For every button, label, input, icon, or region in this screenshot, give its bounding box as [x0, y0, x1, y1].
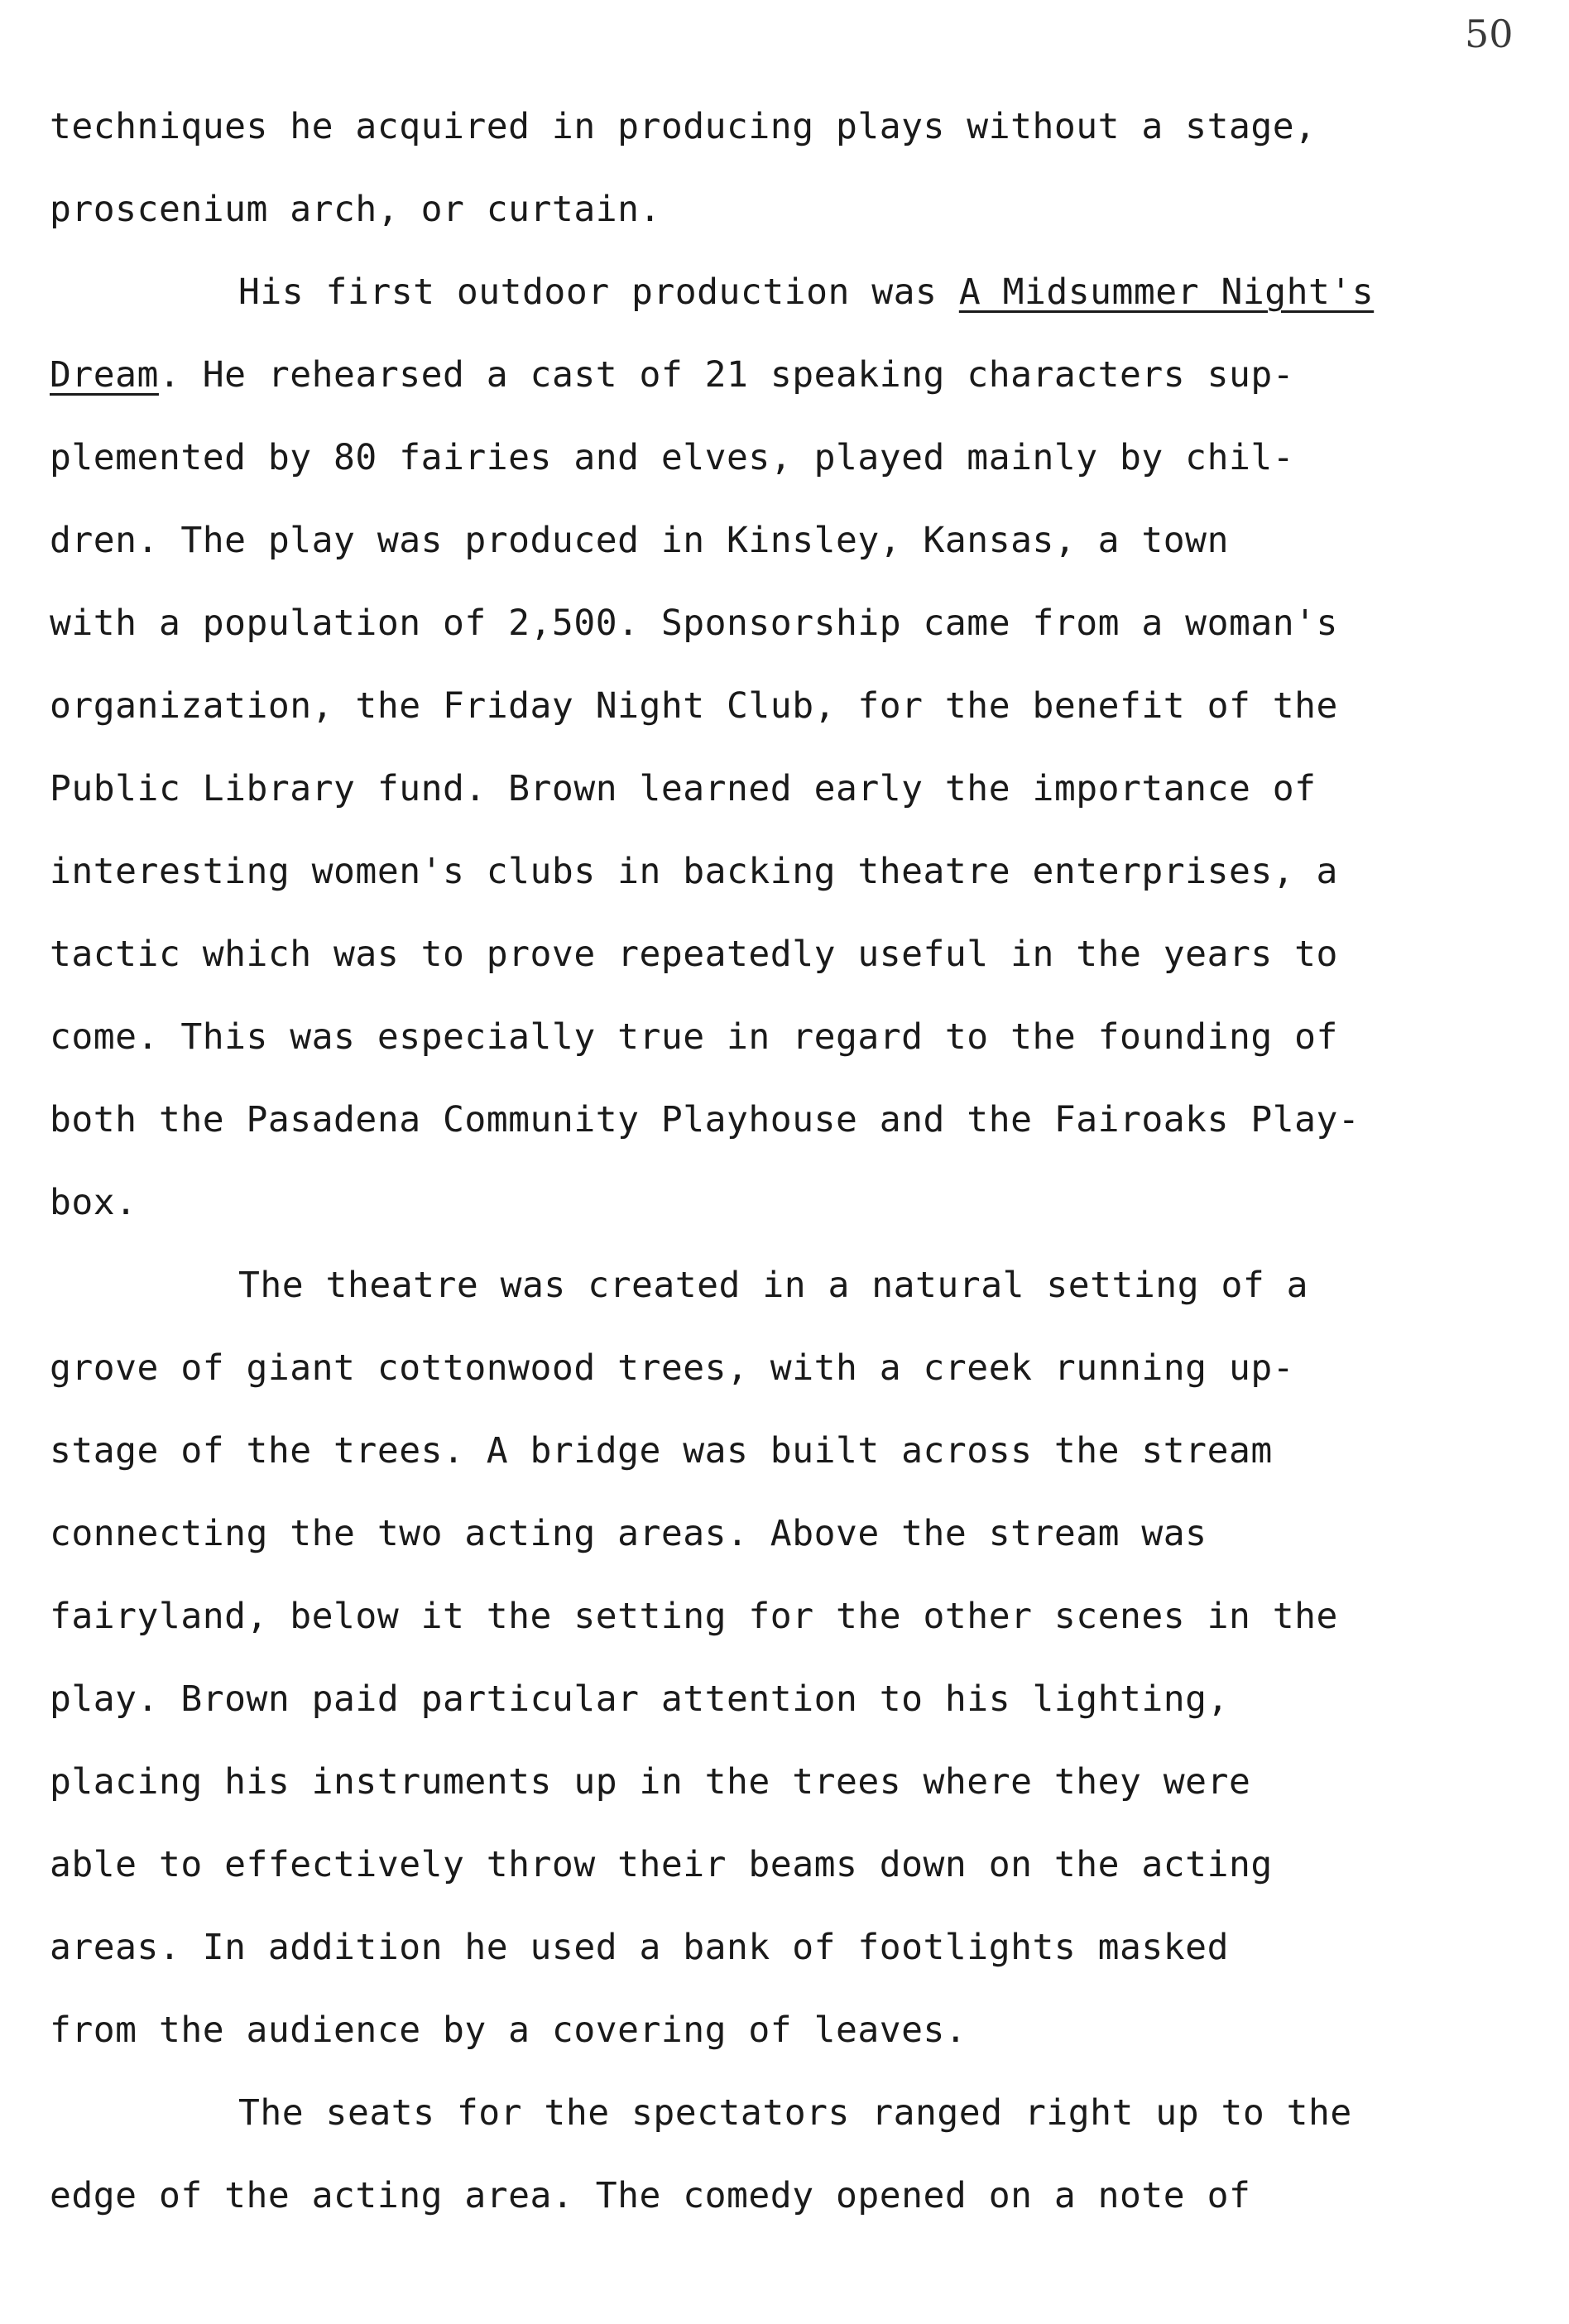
text-line: able to effectively throw their beams down on the acting [50, 1844, 1273, 1885]
text-line: The seats for the spectators ranged right up to the [238, 2092, 1352, 2134]
text-line: dren. The play was produced in Kinsley, Kansas, a town [50, 520, 1229, 561]
text-line [50, 354, 1295, 396]
text-line: techniques he acquired in producing plays without a stage, [50, 106, 1317, 147]
text-line: tactic which was to prove repeatedly useful in the years to [50, 934, 1338, 975]
text-line: interesting women's clubs in backing theatre enterprises, a [50, 851, 1338, 892]
play-title: A Midsummer Night's [958, 271, 1375, 313]
text-line: connecting the two acting areas. Above the stream was [50, 1513, 1207, 1554]
text-line: The theatre was created in a natural setting of a [238, 1265, 1309, 1306]
text-line: both the Pasadena Community Playhouse and the Fairoaks Play- [50, 1099, 1360, 1140]
text-line: from the audience by a covering of leaves. [50, 2009, 967, 2051]
text-line: fairyland, below it the setting for the other scenes in the [50, 1596, 1338, 1637]
text-segment: His first outdoor production was [238, 271, 938, 313]
text-line: come. This was especially true in regard to the founding of [50, 1016, 1338, 1058]
text-line: stage of the trees. A bridge was built across the stream [50, 1430, 1273, 1472]
text-line: grove of giant cottonwood trees, with a creek running up- [50, 1347, 1295, 1389]
play-title-continued: Dream [50, 354, 159, 396]
text-line: plemented by 80 fairies and elves, played mainly by chil- [50, 437, 1295, 478]
text-segment: . He rehearsed a cast of 21 speaking characters sup- [158, 354, 1295, 396]
text-line: placing his instruments up in the trees where they were [50, 1761, 1251, 1803]
text-line: areas. In addition he used a bank of footlights masked [50, 1927, 1229, 1968]
text-line [238, 271, 1375, 313]
text-line: box. [50, 1182, 137, 1223]
text-line: proscenium arch, or curtain. [50, 189, 661, 230]
text-line: edge of the acting area. The comedy opened on a note of [50, 2175, 1251, 2216]
text-line: play. Brown paid particular attention to his lighting, [50, 1678, 1229, 1720]
text-line: Public Library fund. Brown learned early the importance of [50, 768, 1317, 809]
page-number: 50 [1465, 12, 1514, 56]
text-line: with a population of 2,500. Sponsorship came from a woman's [50, 603, 1338, 644]
text-line: organization, the Friday Night Club, for the benefit of the [50, 685, 1338, 727]
